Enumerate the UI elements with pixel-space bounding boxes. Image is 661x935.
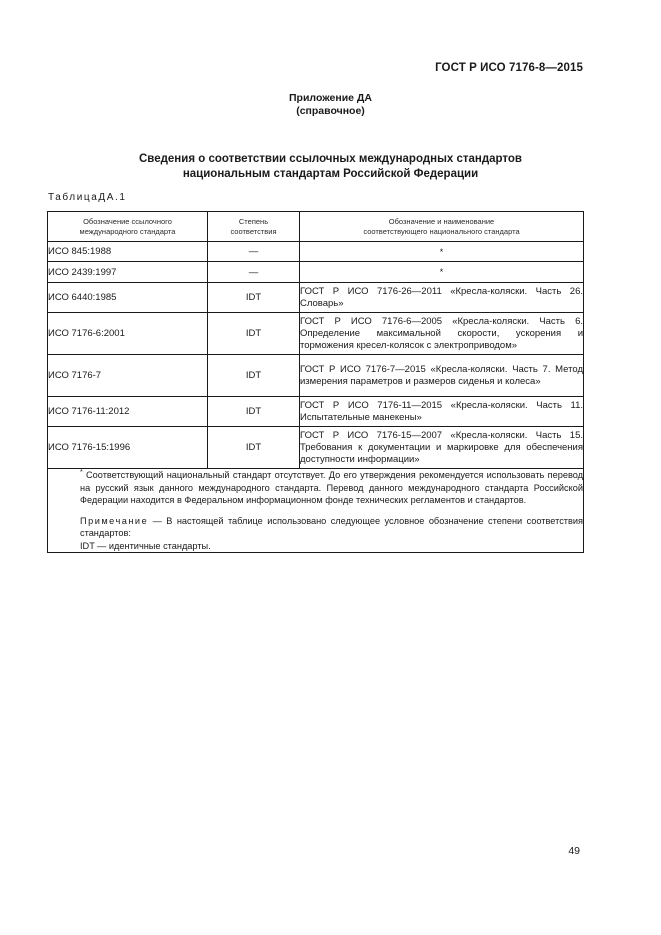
table-notes-row bbox=[48, 469, 584, 553]
degree-cell: — bbox=[208, 262, 300, 283]
ref-standard-cell: ИСО 7176-6:2001 bbox=[48, 313, 208, 355]
degree-cell: IDT bbox=[208, 313, 300, 355]
table-row bbox=[48, 355, 584, 397]
ref-standard-cell: ИСО 7176-15:1996 bbox=[48, 427, 208, 469]
national-standard-cell: ГОСТ Р ИСО 7176-6—2005 «Кресла-коляски. Часть 6. Определение максимальной скорости, ускорения и торможения кресел-колясок с электроприводом» bbox=[300, 313, 584, 355]
national-standard-cell: ГОСТ Р ИСО 7176-7—2015 «Кресла-коляски. Часть 7. Метод измерения параметров и размеров сиденья и колеса» bbox=[300, 355, 584, 397]
degree-cell: IDT bbox=[208, 283, 300, 313]
section-title-line-2: национальным стандартам Российской Федерации bbox=[182, 168, 479, 180]
table-row bbox=[48, 262, 584, 283]
correspondence-table bbox=[47, 211, 584, 553]
appendix-heading bbox=[0, 92, 661, 118]
national-standard-cell: ГОСТ Р ИСО 7176-15—2007 «Кресла-коляски. Часть 15. Требования к документации и маркировке для обеспечения доступности информации» bbox=[300, 427, 584, 469]
footnote bbox=[48, 469, 583, 507]
header-ref-standard: Обозначение ссылочного международного стандарта bbox=[48, 212, 208, 242]
ref-standard-cell: ИСО 845:1988 bbox=[48, 242, 208, 262]
national-standard-cell: ГОСТ Р ИСО 7176-26—2011 «Кресла-коляски. Часть 26. Словарь» bbox=[300, 283, 584, 313]
ref-standard-cell: ИСО 2439:1997 bbox=[48, 262, 208, 283]
table-row bbox=[48, 427, 584, 469]
table-notes-cell bbox=[48, 469, 584, 553]
degree-cell: IDT bbox=[208, 427, 300, 469]
table-caption: ТаблицаДА.1 bbox=[48, 192, 127, 203]
footnote-marker: * bbox=[80, 468, 83, 476]
header-degree: Степень соответствия bbox=[208, 212, 300, 242]
appendix-title: Приложение ДА bbox=[289, 92, 372, 104]
table-row bbox=[48, 283, 584, 313]
ref-standard-cell: ИСО 7176-7 bbox=[48, 355, 208, 397]
degree-cell: — bbox=[208, 242, 300, 262]
header-national-standard: Обозначение и наименование соответствующего национального стандарта bbox=[300, 212, 584, 242]
national-standard-cell: ГОСТ Р ИСО 7176-11—2015 «Кресла-коляски. Часть 11. Испытательные манекены» bbox=[300, 397, 584, 427]
section-title bbox=[0, 152, 661, 182]
national-standard-cell: * bbox=[300, 242, 584, 262]
table-row bbox=[48, 313, 584, 355]
note bbox=[48, 515, 583, 540]
degree-cell: IDT bbox=[208, 397, 300, 427]
table-row bbox=[48, 397, 584, 427]
section-title-line-1: Сведения о соответствии ссылочных международных стандартов bbox=[138, 153, 522, 165]
appendix-subtitle: (справочное) bbox=[296, 105, 365, 117]
note-label: Примечание bbox=[80, 515, 149, 526]
note-text: — В настоящей таблице использовано следующее условное обозначение степени соответствия стандартов: bbox=[80, 515, 583, 538]
document-code: ГОСТ Р ИСО 7176-8—2015 bbox=[435, 62, 583, 74]
footnote-text: Соответствующий национальный стандарт отсутствует. До его утверждения рекомендуется использовать перевод на русский язык данного международного стандарта. Перевод данного международного стандарта Российской Федерации находится в Федеральном информационном фонде технических регламентов и стандартов. bbox=[80, 470, 583, 505]
table-header-row bbox=[48, 212, 584, 242]
ref-standard-cell: ИСО 7176-11:2012 bbox=[48, 397, 208, 427]
page-number: 49 bbox=[568, 845, 580, 857]
table-row bbox=[48, 242, 584, 262]
degree-cell: IDT bbox=[208, 355, 300, 397]
ref-standard-cell: ИСО 6440:1985 bbox=[48, 283, 208, 313]
note-item: IDT — идентичные стандарты. bbox=[80, 540, 211, 551]
national-standard-cell: * bbox=[300, 262, 584, 283]
